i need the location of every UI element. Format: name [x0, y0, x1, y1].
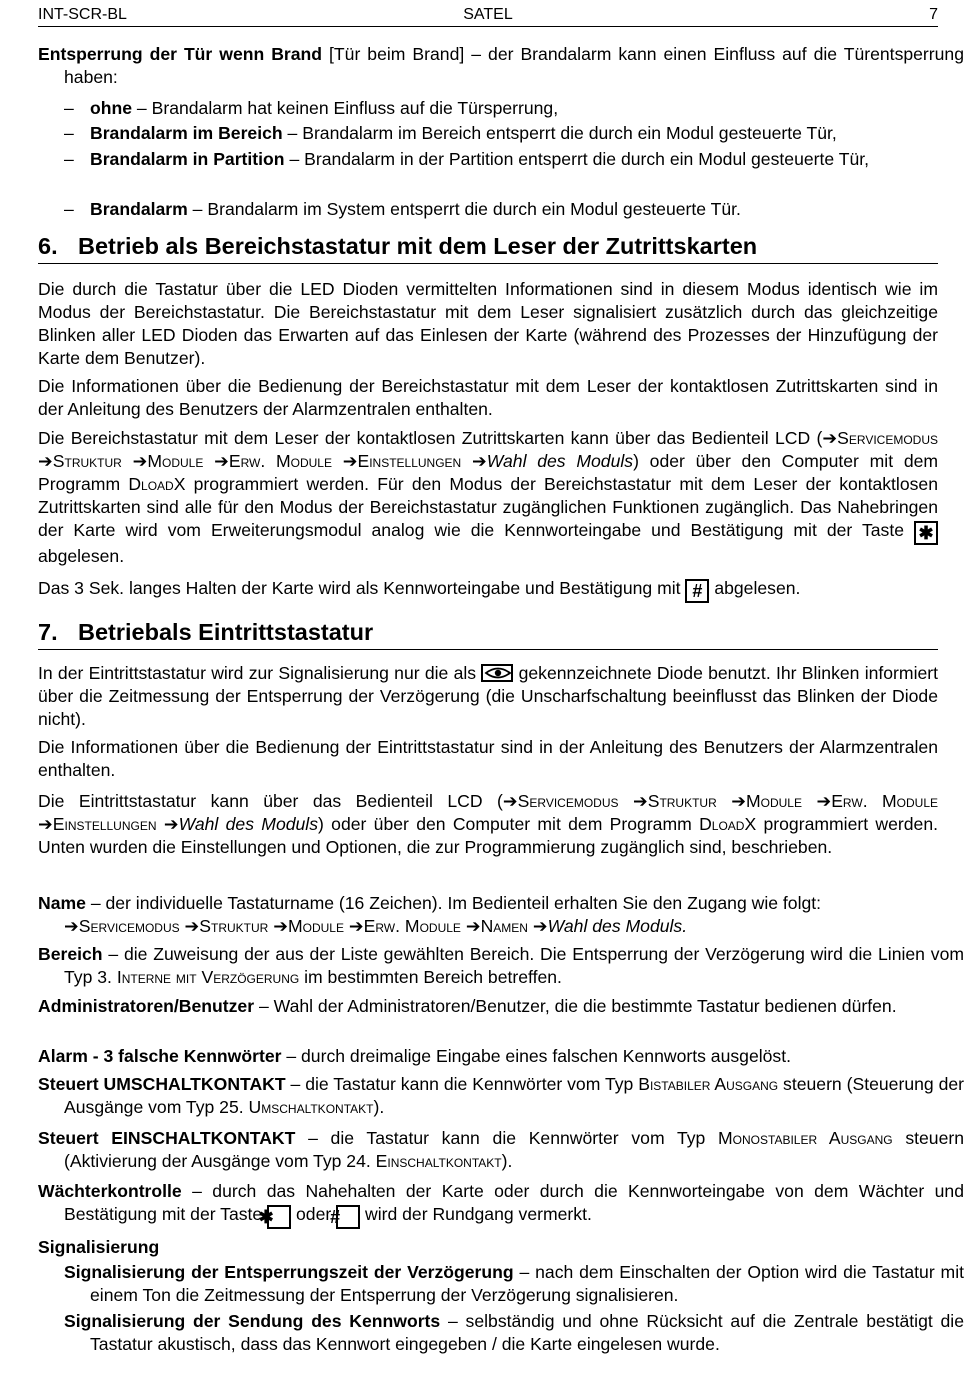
option-alarm: Alarm - 3 falsche Kennwörter – durch dreimalige Eingabe eines falschen Kennworts ausgelöst.: [38, 1046, 792, 1066]
arrow-icon: ➔: [471, 451, 487, 471]
header-brand: SATEL: [463, 6, 513, 23]
section-number: 6.: [38, 233, 58, 259]
arrow-icon: ➔: [38, 814, 53, 834]
option-waechterkontrolle: Wächterkontrolle – durch das Nahehalten der Karte oder durch die Kennworteingabe von dem Wächter und Bestätigung mit der Taste ✱ oder # wird der Rundgang vermerkt.: [38, 1181, 964, 1227]
door-release-desc: – der Brandalarm kann einen Einfluss auf die Türentsperrung haben:: [64, 44, 964, 87]
option-signalisierung-entsperrung: Signalisierung der Entsperrungszeit der Verzögerung – nach dem Einschalten der Option wird die Tastatur mit einem Ton die Zeitmessung der Entsperrung der Verzögerung signalisieren.: [64, 1262, 964, 1305]
list-item-text: – Brandalarm hat keinen Einfluss auf die Türsperrung,: [136, 98, 559, 118]
page-header: [38, 4, 938, 27]
option-umschaltkontakt: Steuert UMSCHALTKONTAKT – die Tastatur kann die Kennwörter vom Typ Bistabiler Ausgang steuern (Steuerung der Ausgänge vom Typ 25. Umschaltkontakt).: [38, 1074, 964, 1117]
arrow-icon: ➔: [163, 814, 179, 834]
arrow-icon: ➔: [822, 428, 838, 448]
option-bereich: Bereich – die Zuweisung der aus der Liste gewählten Bereich. Die Entsperrung der Verzögerung wird die Linien vom Typ 3. Interne mit Verzögerung im bestimmten Bereich betreffen.: [38, 944, 964, 987]
header-page-number: 7: [929, 6, 938, 23]
section-7-paragraph-2: Die Informationen über die Bedienung der Eintrittstastatur sind in der Anleitung des Benutzers der Alarmzentralen enthalten.: [38, 737, 938, 780]
option-name: Name – der individuelle Tastaturname (16 Zeichen). Im Bedienteil erhalten Sie den Zugang wie folgt: ➔Servicemodus ➔Struktur ➔Module ➔Erw. Module ➔Namen ➔Wahl des Moduls.: [38, 893, 822, 936]
arrow-icon: ➔: [184, 916, 200, 936]
arrow-icon: ➔: [132, 451, 148, 471]
door-release-bracket: [Tür beim Brand]: [329, 44, 465, 64]
section-6-paragraph-2: Die Informationen über die Bedienung der Bereichstastatur mit dem Leser der kontaktlosen Zutrittskarten sind in der Anleitung des Benutzers der Alarmzentralen enthalten.: [38, 376, 938, 419]
hash-key-icon: #: [685, 579, 709, 603]
section-7-paragraph-1: In der Eintrittstastatur wird zur Signalisierung nur die als gekennzeichnete Diode benutzt. Ihr Blinken informiert über die Zeitmessung der Entsperrung der Verzögerung (die Unscharfschaltung beeinflusst das Blinken der Diode nicht).: [38, 663, 939, 729]
section-title: Betrieb als Bereichstastatur mit dem Leser der Zutrittskarten: [78, 233, 758, 259]
arrow-icon: ➔: [273, 916, 288, 936]
star-key-icon: ✱: [914, 521, 938, 545]
document-page: INT-SCR-BL SATEL 7 Entsperrung der Tür wenn Brand [Tür beim Brand] – der Brandalarm kann einen Einfluss auf die Türentsperrung haben: – ohne – Brandalarm hat keinen Einfluss auf die Türsperrung, – Brandalarm im Bereich – Brandalarm im Bereich entsperrt die durch ein Modul gesteuerte Tür, – Brandalarm in Partition – Brandalarm in der Partition entsperrt die durch ein Modul gesteuerte Tür, – Brandalarm – Brandalarm im System entsperrt die durch ein Modul gesteuerte Tür. 6. Betrieb als Bereichstastatur mit dem Leser der Zutrittskarten Die durch die Tastatur über die LED Dioden vermittelten Informationen sind in diesem Modus identisch wie im Modus der Bereichstastatur. Die Bereichstastatur mit dem Leser signalisiert zusätzlich durch das gleichzeitige Blinken aller LED Dioden das Erwarten auf das Einlesen der Karte (während des Prozesses der Hinzufügung der Karte dem Benutzer). Die Informationen über die Bedienung der Bereichstastatur mit dem Leser der kontaktlosen Zutrittskarten sind in der Anleitung des Benutzers der Alarmzentralen enthalten. Die Bereichstastatur mit dem Leser der kontaktlosen Zutrittskarten kann über das Bedienteil LCD (➔Servicemodus ➔Struktur ➔Module ➔Erw. Module ➔Einstellungen ➔Wahl des Moduls) oder über den Computer mit dem Programm DloadX programmiert werden. Für den Modus der Bereichstastatur mit dem Leser der kontaktlosen Zutrittskarten sind alle für den Modus der Bereichstastatur zugänglichen Funktionen zugänglich. Das Nahebringen der Karte wird vom Erweiterungsmodul analog wie die Kennworteingabe und Bestätigung mit der Taste ✱ abgelesen. Das 3 Sek. langes Halten der Karte wird als Kennworteingabe und Bestätigung mit # abgelesen. 7. Betriebals Eintrittstastatur In der Eintrittstastatur wird zur Signalisierung nur die als gekennzeichnete Diode benutzt. Ihr Blinken informiert über die Zeitmessung der Entsperrung der Verzögerung (die Unscharfschaltung beeinflusst das Blinken der Diode nicht). Die Informationen über die Bedienung der Eintrittstastatur sind in der Anleitung des Benutzers der Alarmzentralen enthalten. Die Eintrittstastatur kann über das Bedienteil LCD (➔Servicemodus ➔Struktur ➔Module ➔Erw. Module ➔Einstellungen ➔Wahl des Moduls) oder über den Computer mit dem Programm DloadX programmiert werden. Unten wurden die Einstellungen und Optionen, die zur Programmierung zugänglich sind, beschrieben. Name – der individuelle Tastaturname (16 Zeichen). Im Bedienteil erhalten Sie den Zugang wie folgt: ➔Servicemodus ➔Struktur ➔Module ➔Erw. Module ➔Namen ➔Wahl des Moduls. Bereich – die Zuweisung der aus der Liste gewählten Bereich. Die Entsperrung der Verzögerung wird die Linien vom Typ 3. Interne mit Verzögerung im bestimmten Bereich betreffen. Administratoren/Benutzer – Wahl der Administratoren/Benutzer, die die bestimmte Tastatur bedienen dürfen. Alarm - 3 falsche Kennwörter – durch dreimalige Eingabe eines falschen Kennworts ausgelöst. Steuert UMSCHALTKONTAKT – die Tastatur kann die Kennwörter vom Typ Bistabiler Ausgang steuern (Steuerung der Ausgänge vom Typ 25. Umschaltkontakt). Steuert EINSCHALTKONTAKT – die Tastatur kann die Kennwörter vom Typ Monostabiler Ausgang steuern (Aktivierung der Ausgänge vom Typ 24. Einschaltkontakt). Wächterkontrolle – durch das Nahehalten der Karte oder durch die Kennworteingabe von dem Wächter und Bestätigung mit der Taste ✱ oder # wird der Rundgang vermerkt. Signalisierung Signalisierung der Entsperrungszeit der Verzögerung – nach dem Einschalten der Option wird die Tastatur mit einem Ton die Zeitmessung der Entsperrung der Verzögerung signalisieren. Signalisierung der Sendung des Kennworts – selbständig und ohne Rücksicht auf die Zentrale bestätigt die Tastatur akustisch, dass das Kennwort eingegeben / die Karte eingelesen wurde.: [38, 6, 964, 1354]
list-item-bold: Brandalarm: [90, 199, 188, 219]
section-title: Betriebals Eintrittstastatur: [78, 619, 374, 645]
arrow-icon: ➔: [465, 916, 481, 936]
signalisierung-title: Signalisierung: [38, 1237, 160, 1257]
door-release-paragraph: [38, 43, 964, 89]
star-key-icon: ✱: [267, 1205, 291, 1229]
list-item-bold: ohne: [90, 98, 133, 118]
door-release-title: Entsperrung der Tür wenn Brand: [38, 44, 323, 64]
arrow-icon: ➔: [731, 791, 746, 811]
arrow-icon: ➔: [502, 791, 518, 811]
section-6-paragraph-1: Die durch die Tastatur über die LED Dioden vermittelten Informationen sind in diesem Modus identisch wie im Modus der Bereichstastatur. Die Bereichstastatur mit dem Leser signalisiert zusätzlich durch das gleichzeitige Blinken aller LED Dioden das Erwarten auf das Einlesen der Karte (während des Prozesses der Hinzufügung der Karte dem Benutzer).: [38, 279, 938, 368]
hash-key-icon: #: [336, 1205, 360, 1229]
arrow-icon: ➔: [214, 451, 229, 471]
list-item-bold: Brandalarm im Bereich: [90, 123, 283, 143]
list-item-bold: Brandalarm in Partition: [90, 149, 285, 169]
arrow-icon: ➔: [532, 916, 548, 936]
arrow-icon: ➔: [342, 451, 358, 471]
section-number: 7.: [38, 619, 58, 645]
section-6-paragraph-3: Die Bereichstastatur mit dem Leser der kontaktlosen Zutrittskarten kann über das Bedienteil LCD (➔Servicemodus ➔Struktur ➔Module ➔Erw. Module ➔Einstellungen ➔Wahl des Moduls) oder über den Computer mit dem Programm DloadX programmiert werden. Für den Modus der Bereichstastatur mit dem Leser der kontaktlosen Zutrittskarten sind alle für den Modus der Bereichstastatur zugänglichen Funktionen zugänglich. Das Nahebringen der Karte wird vom Erweiterungsmodul analog wie die Kennworteingabe und Bestätigung mit der Taste ✱ abgelesen.: [38, 428, 939, 566]
eye-led-icon: [481, 664, 513, 682]
option-administratoren: Administratoren/Benutzer – Wahl der Administratoren/Benutzer, die die bestimmte Tastatur bedienen dürfen.: [38, 996, 897, 1016]
arrow-icon: ➔: [64, 916, 79, 936]
section-6-paragraph-4: Das 3 Sek. langes Halten der Karte wird als Kennworteingabe und Bestätigung mit # abgelesen.: [38, 578, 801, 601]
option-einschaltkontakt: Steuert EINSCHALTKONTAKT – die Tastatur kann die Kennwörter vom Typ Monostabiler Ausgang steuern (Aktivierung der Ausgänge vom Typ 24. Einschaltkontakt).: [38, 1128, 964, 1171]
section-7-heading: [38, 617, 938, 650]
option-signalisierung-kennwort: Signalisierung der Sendung des Kennworts – selbständig und ohne Rücksicht auf die Zentrale bestätigt die Tastatur akustisch, dass das Kennwort eingegeben / die Karte eingelesen wurde.: [64, 1311, 964, 1354]
arrow-icon: ➔: [38, 451, 53, 471]
list-item-text: – Brandalarm im Bereich entsperrt die durch ein Modul gesteuerte Tür,: [287, 123, 837, 143]
arrow-icon: ➔: [816, 791, 832, 811]
header-doc-code: INT-SCR-BL: [38, 6, 127, 23]
section-7-paragraph-3: Die Eintrittstastatur kann über das Bedienteil LCD (➔Servicemodus ➔Struktur ➔Module ➔Erw. Module ➔Einstellungen ➔Wahl des Moduls) oder über den Computer mit dem Programm DloadX programmiert werden. Unten wurden die Einstellungen und Optionen, die zur Programmierung zugänglich sind, beschrieben.: [38, 791, 939, 857]
arrow-icon: ➔: [632, 791, 648, 811]
section-6-heading: [38, 231, 938, 264]
list-item-text: – Brandalarm in der Partition entsperrt die durch ein Modul gesteuerte Tür,: [289, 149, 870, 169]
list-item-text: – Brandalarm im System entsperrt die durch ein Modul gesteuerte Tür.: [192, 199, 741, 219]
arrow-icon: ➔: [348, 916, 364, 936]
